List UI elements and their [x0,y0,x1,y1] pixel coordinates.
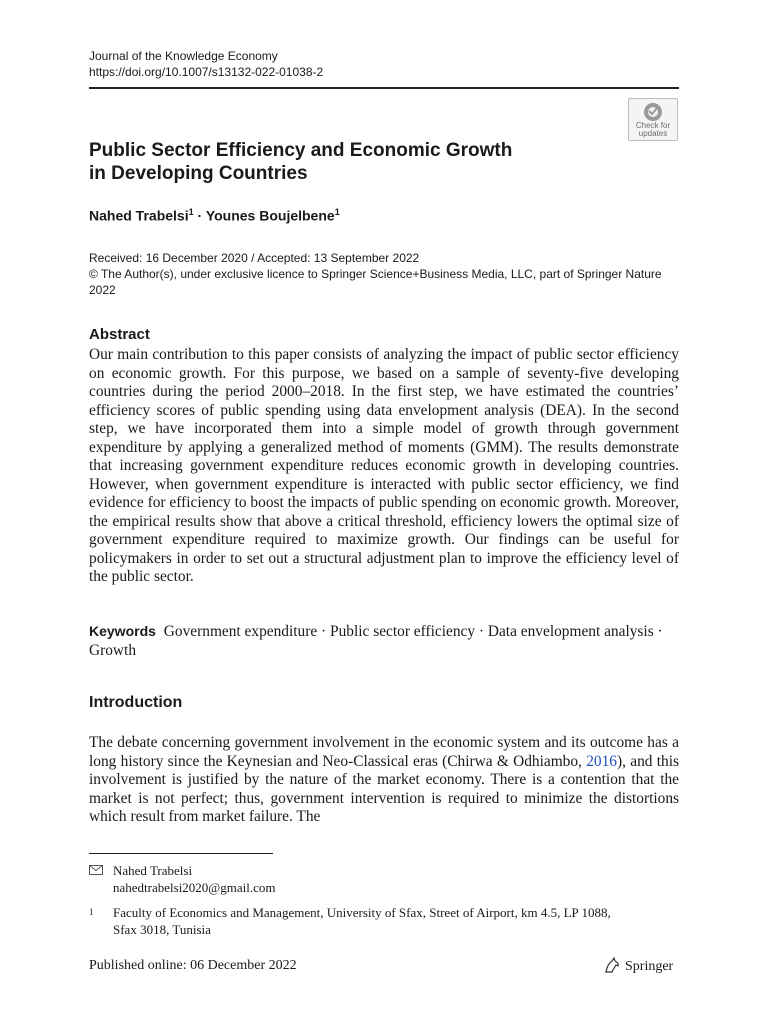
affiliation-footnote [89,904,679,938]
badge-label-2: updates [638,129,668,138]
intro-text-part: ), and this involvement is justified by the nature of the market economy. There is a contention that the market is not perfect; thus, government intervention is required to minimize the distortions which result from market failure. The [89,752,679,825]
title-line-2: in Developing Countries [89,163,308,184]
journal-name: Journal of the Knowledge Economy [89,49,278,63]
copyright-line: © The Author(s), under exclusive licence to Springer Science+Business Media, LLC, part of Springer Nature [89,267,662,281]
springer-horse-icon [603,957,621,973]
abstract-heading: Abstract [89,326,150,343]
envelope-icon [89,862,113,879]
paper-title [89,139,609,185]
copyright-year: 2022 [89,283,116,297]
affiliation-line-1: Faculty of Economics and Management, University of Sfax, Street of Airport, km 4.5, LP 1088, [113,905,611,920]
affiliation-line-2: Sfax 3018, Tunisia [113,922,211,937]
introduction-text [89,734,679,827]
published-online: Published online: 06 December 2022 [89,958,297,973]
title-line-1: Public Sector Efficiency and Economic Growth [89,140,513,161]
badge-label-1: Check for [635,121,671,130]
author-separator: · [193,207,206,224]
author-name[interactable]: Younes Boujelbene [205,207,335,224]
springer-logo [603,957,673,975]
citation-link[interactable]: 2016 [586,752,617,770]
contact-email[interactable]: nahedtrabelsi2020@gmail.com [113,880,276,895]
keywords-label: Keywords [89,623,156,639]
keywords-list: Government expenditure · Public sector efficiency · Data envelopment analysis · Growth [89,623,663,659]
introduction-heading: Introduction [89,694,183,711]
check-updates-icon [643,102,663,122]
corresponding-author [89,862,276,896]
publisher-name: Springer [625,959,674,974]
intro-text-part: The debate concerning government involvement in the economic system and its outcome has a long history since the Keynesian and Neo-Classical eras (Chirwa & Odhiambo, [89,734,679,770]
affiliation-number: 1 [89,907,94,917]
author-affil-sup: 1 [188,207,194,217]
doi-link[interactable]: https://doi.org/10.1007/s13132-022-01038-2 [89,65,324,79]
author-name[interactable]: Nahed Trabelsi [89,207,189,224]
contact-name: Nahed Trabelsi [113,863,193,878]
author-affil-sup: 1 [334,207,340,217]
author-list [89,207,340,224]
header-rule [89,87,679,89]
abstract-text: Our main contribution to this paper consists of analyzing the impact of public sector efficiency on economic growth. For this purpose, we based on a sample of seventy-five developing countries during the period 2000–2018. In the first step, we have estimated the countries’ efficiency scores of public spending using data envelopment analysis (DEA). In the second step, we have incorporated them into a simple model of growth through government expenditure by applying a generalized method of moments (GMM). The results demonstrate that increasing government expenditure reduces economic growth in developing countries. However, when government expenditure is interacted with public sector efficiency, we find evidence for efficiency to boost the impacts of public spending on economic growth. Moreover, the empirical results show that above a critical threshold, efficiency lowers the optimal size of government expenditure required to maximize growth. Our findings can be useful for policymakers in order to set out a structural adjustment plan to improve the efficiency level of the public sector. [89,346,679,585]
received-accepted-dates: Received: 16 December 2020 / Accepted: 13 September 2022 [89,251,420,265]
journal-header [89,48,323,80]
footnote-rule [89,853,273,854]
article-meta [89,250,689,298]
check-for-updates-badge[interactable] [628,98,678,141]
keywords [89,622,679,660]
